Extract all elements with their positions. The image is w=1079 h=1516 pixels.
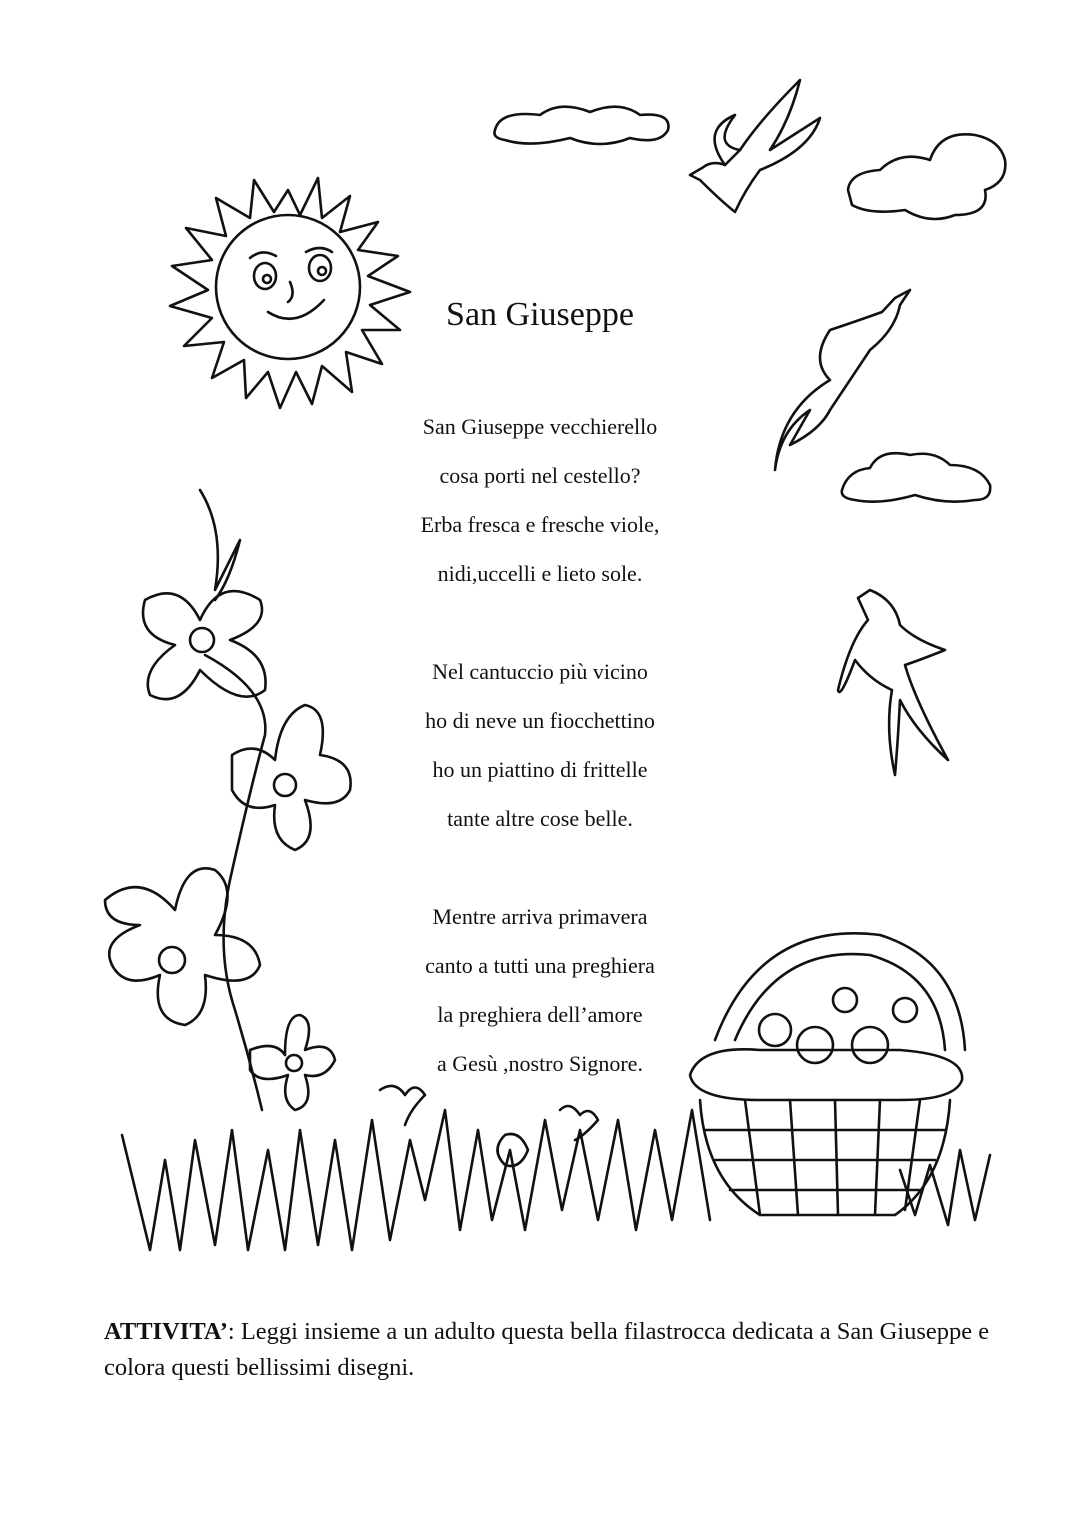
poem-line: Nel cantuccio più vicino <box>432 659 648 684</box>
poem-line: canto a tutti una preghiera <box>425 953 655 978</box>
poem-line: ho di neve un fiocchettino <box>425 708 655 733</box>
activity-label: ATTIVITA’ <box>104 1318 228 1345</box>
swallows-drawing <box>690 80 948 775</box>
poem-line: nidi,uccelli e lieto sole. <box>437 561 643 586</box>
basket-drawing <box>690 933 965 1215</box>
poem-stanza-1 <box>360 402 720 598</box>
sun-drawing <box>170 178 410 408</box>
activity-text: : Leggi insieme a un adulto questa bella filastrocca dedicata a San Giuseppe e colora questi bellissimi disegni. <box>104 1318 990 1381</box>
poem-line: Erba fresca e fresche viole, <box>420 512 660 537</box>
poem-line: Mentre arriva primavera <box>432 904 648 929</box>
poem-stanza-2 <box>360 647 720 843</box>
activity-instructions <box>104 1314 1004 1386</box>
poem-line: ho un piattino di frittelle <box>432 757 648 782</box>
flowers-drawing <box>105 490 351 1110</box>
poem-line: a Gesù ,nostro Signore. <box>437 1051 643 1076</box>
poem-stanza-3 <box>360 892 720 1088</box>
poem-line: la preghiera dell’amore <box>437 1002 643 1027</box>
grass-drawing <box>122 1086 990 1250</box>
poem-title: San Giuseppe <box>446 296 634 333</box>
poem-line: cosa porti nel cestello? <box>439 463 641 488</box>
poem-line: San Giuseppe vecchierello <box>422 414 658 439</box>
poem-line: tante altre cose belle. <box>447 806 633 831</box>
